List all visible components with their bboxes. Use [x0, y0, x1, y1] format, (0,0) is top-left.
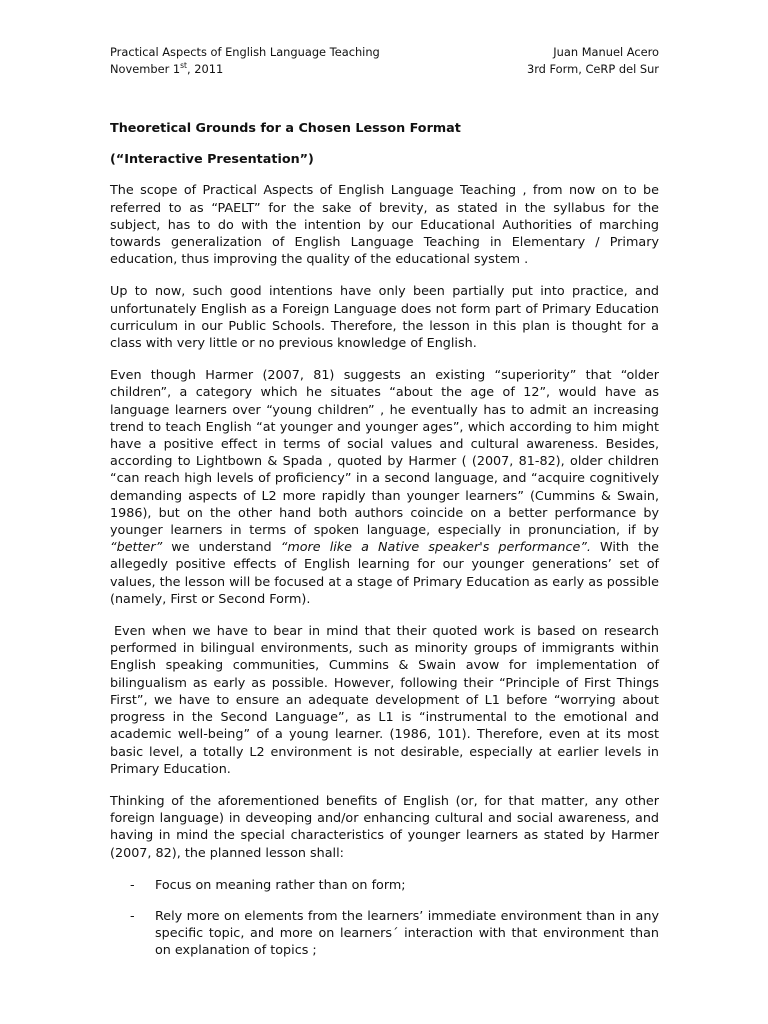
header-left	[110, 44, 430, 78]
header-right	[439, 44, 659, 78]
author-name: Juan Manuel Acero	[553, 45, 659, 59]
paragraph-5: Thinking of the aforementioned benefits of English (or, for that matter, any other foreign language) in deveoping and/or enhancing cultural and social awareness, and having in mind the special characteristics of younger learners as stated by Harmer (2007, 82), the planned lesson shall:	[110, 793, 659, 861]
document-title: Theoretical Grounds for a Chosen Lesson Format	[110, 121, 461, 136]
paragraph-3-part-a: Even though Harmer (2007, 81) suggests an existing “superiority” that “older children”, a category which he situates “about the age of 12”, would have as language learners over “young children” , he eventually has to admit an increasing trend to teach English “at younger and younger ages”, which according to him might have a positive effect in terms of social values and cultural awareness. Besides, according to Lightbown & Spada , quoted by Harmer ( (2007, 81-82), older children “can reach high levels of proficiency” in a second language, and “acquire cognitively demanding aspects of L2 more rapidly than younger learners” (Cummins & Swain, 1986), but on the other hand both authors coincide on a better performance by younger learners in terms of spoken language, especially in pronunciation, if by	[110, 368, 659, 539]
date-superscript: st	[180, 61, 187, 71]
document-subtitle: (“Interactive Presentation”)	[110, 152, 314, 168]
paragraph-3	[110, 367, 659, 608]
list-item	[110, 877, 659, 894]
list-item-text: Focus on meaning rather than on form;	[155, 877, 406, 893]
course-title: Practical Aspects of English Language Teaching	[110, 45, 380, 59]
date-prefix: November 1	[110, 62, 181, 76]
document-body	[110, 120, 659, 974]
paragraph-3-emphasis-native: “more like a Native speaker's performance”.	[280, 540, 591, 556]
paragraph-1: The scope of Practical Aspects of English Language Teaching , from now on to be referred to as “PAELT” for the sake of brevity, as stated in the syllabus for the subject, has to do with the intention by our Educational Authorities of marching towards generalization of English Language Teaching in Elementary / Primary education, thus improving the quality of the educational system .	[110, 183, 659, 268]
bullet-dash: -	[130, 908, 135, 924]
list-item-text: Rely more on elements from the learners’ immediate environment than in any specific topic, and more on learners´ interaction with that environment than on explanation of topics ;	[155, 908, 659, 959]
document-date	[110, 61, 430, 78]
date-suffix: , 2011	[186, 62, 224, 76]
list-item	[110, 908, 659, 960]
paragraph-3-emphasis-better: “better”	[110, 540, 163, 556]
paragraph-2: Up to now, such good intentions have only been partially put into practice, and unfortunately English as a Foreign Language does not form part of Primary Education curriculum in our Public Schools. Therefore, the lesson in this plan is thought for a class with very little or no previous knowledge of English.	[110, 284, 659, 352]
institution-name: 3rd Form, CeRP del Sur	[526, 62, 659, 76]
paragraph-4: Even when we have to bear in mind that their quoted work is based on research performed in bilingual environments, such as minority groups of immigrants within English speaking communities, Cummins & Swain avow for implementation of bilingualism as early as possible. However, following their “Principle of First Things First”, we have to ensure an adequate development of L1 before “worrying about progress in the Second Language”, as L1 is “instrumental to the emotional and academic well-being” of a young learner. (1986, 101). Therefore, even at its most basic level, a totally L2 environment is not desirable, especially at earlier levels in Primary Education.	[110, 624, 659, 777]
paragraph-3-part-b: we understand	[162, 540, 281, 556]
bullet-dash: -	[130, 877, 135, 893]
lesson-criteria-list	[110, 877, 659, 960]
paragraph-3-part-c: With the allegedly positive effects of English learning for our younger generations’ set of values, the lesson will be focused at a stage of Primary Education as early as possible (namely, First or Second Form).	[110, 540, 659, 607]
